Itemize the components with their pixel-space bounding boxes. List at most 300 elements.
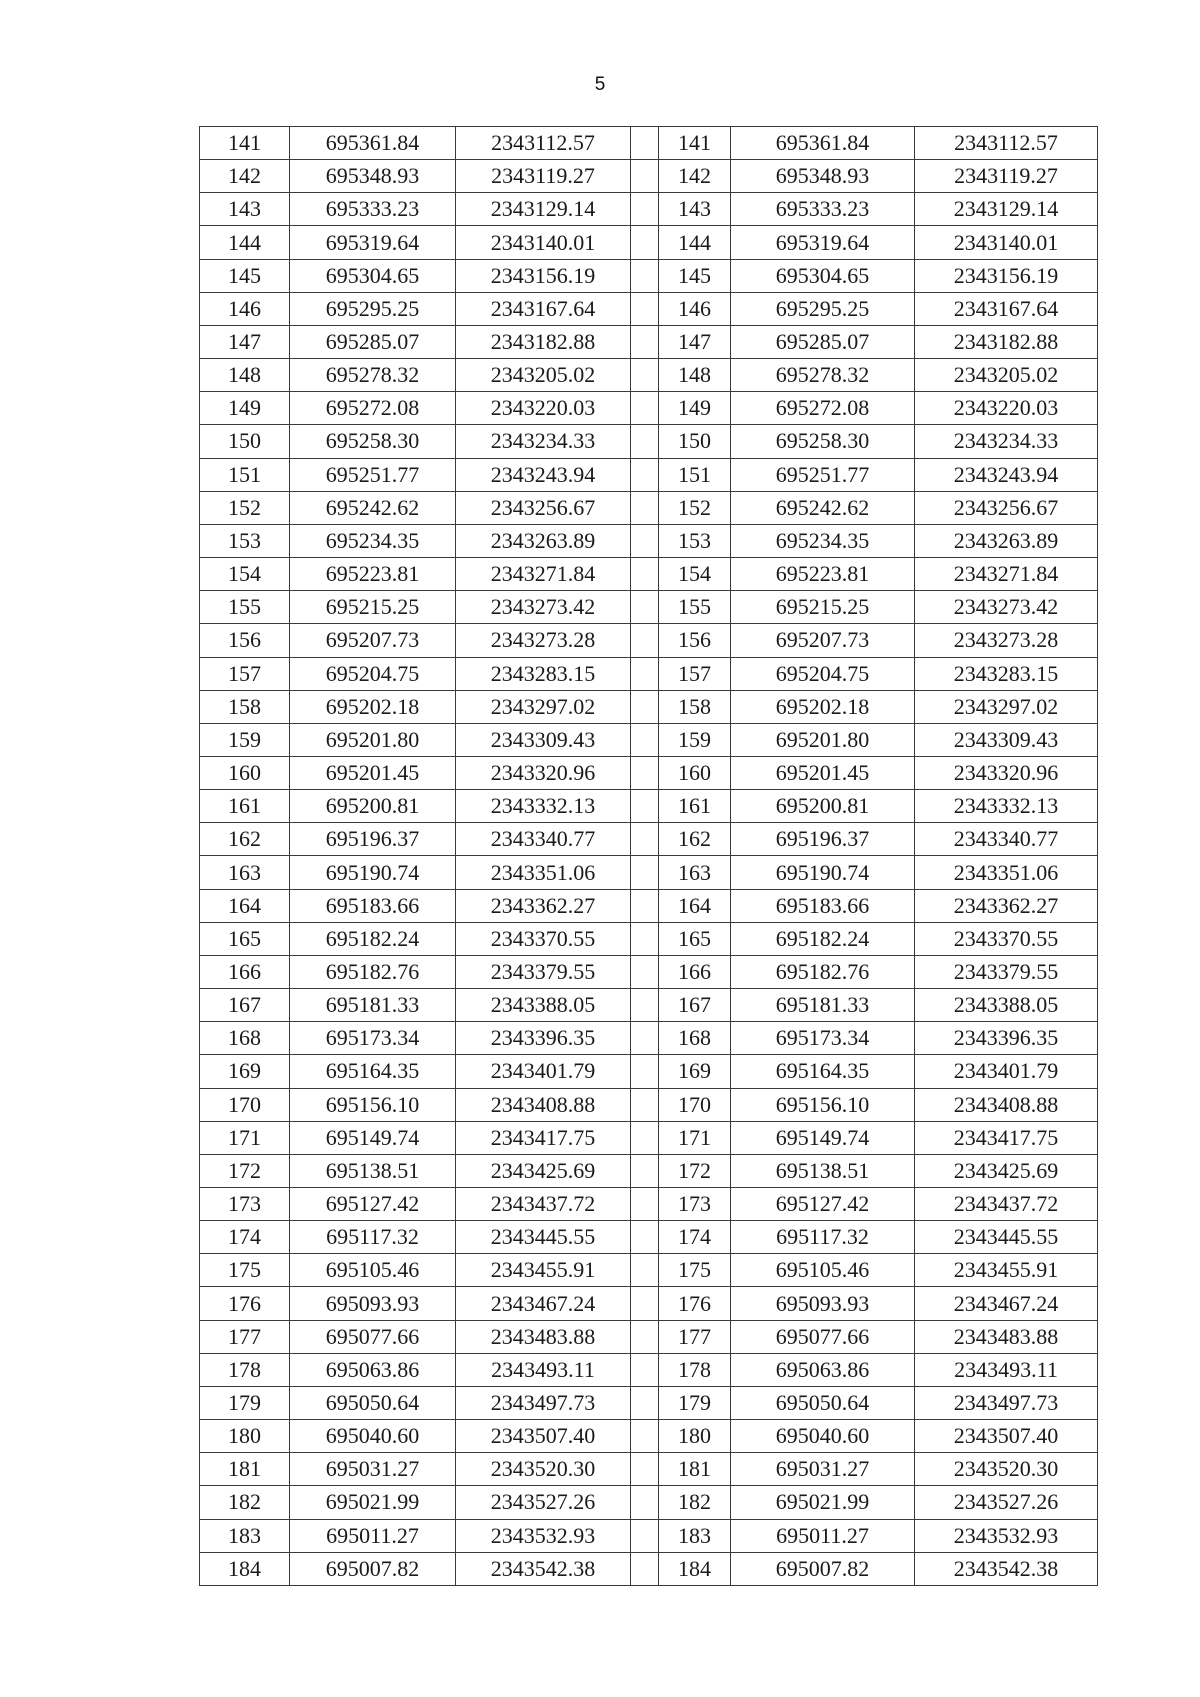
right-y-coordinate-cell: 2343396.35 xyxy=(915,1022,1098,1055)
right-x-coordinate-cell: 695272.08 xyxy=(731,392,915,425)
table-row xyxy=(200,193,1098,226)
left-point-no-cell: 146 xyxy=(200,292,290,325)
left-x-coordinate-cell: 695202.18 xyxy=(290,690,456,723)
left-x-coordinate-cell: 695304.65 xyxy=(290,259,456,292)
separator-cell xyxy=(631,756,659,789)
right-x-coordinate-cell: 695201.80 xyxy=(731,723,915,756)
table-row xyxy=(200,889,1098,922)
right-y-coordinate-cell: 2343234.33 xyxy=(915,425,1098,458)
left-y-coordinate-cell: 2343205.02 xyxy=(456,359,631,392)
left-point-no-cell: 171 xyxy=(200,1121,290,1154)
separator-cell xyxy=(631,392,659,425)
right-y-coordinate-cell: 2343156.19 xyxy=(915,259,1098,292)
right-y-coordinate-cell: 2343243.94 xyxy=(915,458,1098,491)
right-y-coordinate-cell: 2343129.14 xyxy=(915,193,1098,226)
left-x-coordinate-cell: 695190.74 xyxy=(290,856,456,889)
separator-cell xyxy=(631,1386,659,1419)
separator-cell xyxy=(631,1519,659,1552)
right-point-no-cell: 156 xyxy=(659,624,731,657)
right-point-no-cell: 182 xyxy=(659,1486,731,1519)
left-x-coordinate-cell: 695258.30 xyxy=(290,425,456,458)
left-point-no-cell: 168 xyxy=(200,1022,290,1055)
left-x-coordinate-cell: 695040.60 xyxy=(290,1420,456,1453)
left-x-coordinate-cell: 695007.82 xyxy=(290,1552,456,1585)
left-y-coordinate-cell: 2343271.84 xyxy=(456,558,631,591)
right-y-coordinate-cell: 2343283.15 xyxy=(915,657,1098,690)
right-point-no-cell: 183 xyxy=(659,1519,731,1552)
table-row xyxy=(200,624,1098,657)
table-row xyxy=(200,226,1098,259)
left-y-coordinate-cell: 2343507.40 xyxy=(456,1420,631,1453)
right-point-no-cell: 177 xyxy=(659,1320,731,1353)
separator-cell xyxy=(631,1088,659,1121)
right-y-coordinate-cell: 2343507.40 xyxy=(915,1420,1098,1453)
right-y-coordinate-cell: 2343309.43 xyxy=(915,723,1098,756)
left-point-no-cell: 173 xyxy=(200,1188,290,1221)
separator-cell xyxy=(631,723,659,756)
right-point-no-cell: 143 xyxy=(659,193,731,226)
separator-cell xyxy=(631,1353,659,1386)
right-point-no-cell: 172 xyxy=(659,1154,731,1187)
separator-cell xyxy=(631,292,659,325)
right-point-no-cell: 142 xyxy=(659,160,731,193)
left-y-coordinate-cell: 2343220.03 xyxy=(456,392,631,425)
right-x-coordinate-cell: 695242.62 xyxy=(731,491,915,524)
left-point-no-cell: 149 xyxy=(200,392,290,425)
right-y-coordinate-cell: 2343379.55 xyxy=(915,955,1098,988)
separator-cell xyxy=(631,856,659,889)
right-x-coordinate-cell: 695182.24 xyxy=(731,922,915,955)
right-x-coordinate-cell: 695127.42 xyxy=(731,1188,915,1221)
right-point-no-cell: 160 xyxy=(659,756,731,789)
right-x-coordinate-cell: 695234.35 xyxy=(731,524,915,557)
right-x-coordinate-cell: 695183.66 xyxy=(731,889,915,922)
left-x-coordinate-cell: 695278.32 xyxy=(290,359,456,392)
right-point-no-cell: 153 xyxy=(659,524,731,557)
right-x-coordinate-cell: 695295.25 xyxy=(731,292,915,325)
right-point-no-cell: 163 xyxy=(659,856,731,889)
right-point-no-cell: 166 xyxy=(659,955,731,988)
table-row xyxy=(200,690,1098,723)
left-y-coordinate-cell: 2343234.33 xyxy=(456,425,631,458)
right-point-no-cell: 157 xyxy=(659,657,731,690)
separator-cell xyxy=(631,1453,659,1486)
right-y-coordinate-cell: 2343455.91 xyxy=(915,1254,1098,1287)
separator-cell xyxy=(631,1420,659,1453)
table-row xyxy=(200,1188,1098,1221)
right-x-coordinate-cell: 695181.33 xyxy=(731,989,915,1022)
left-x-coordinate-cell: 695149.74 xyxy=(290,1121,456,1154)
table-row xyxy=(200,1254,1098,1287)
separator-cell xyxy=(631,1254,659,1287)
right-y-coordinate-cell: 2343527.26 xyxy=(915,1486,1098,1519)
right-x-coordinate-cell: 695207.73 xyxy=(731,624,915,657)
right-y-coordinate-cell: 2343263.89 xyxy=(915,524,1098,557)
right-y-coordinate-cell: 2343351.06 xyxy=(915,856,1098,889)
right-x-coordinate-cell: 695201.45 xyxy=(731,756,915,789)
left-x-coordinate-cell: 695285.07 xyxy=(290,325,456,358)
separator-cell xyxy=(631,127,659,160)
right-y-coordinate-cell: 2343483.88 xyxy=(915,1320,1098,1353)
right-x-coordinate-cell: 695196.37 xyxy=(731,823,915,856)
right-y-coordinate-cell: 2343362.27 xyxy=(915,889,1098,922)
right-y-coordinate-cell: 2343271.84 xyxy=(915,558,1098,591)
right-point-no-cell: 176 xyxy=(659,1287,731,1320)
left-point-no-cell: 150 xyxy=(200,425,290,458)
right-x-coordinate-cell: 695138.51 xyxy=(731,1154,915,1187)
right-x-coordinate-cell: 695285.07 xyxy=(731,325,915,358)
left-y-coordinate-cell: 2343527.26 xyxy=(456,1486,631,1519)
left-point-no-cell: 182 xyxy=(200,1486,290,1519)
table-row xyxy=(200,823,1098,856)
right-y-coordinate-cell: 2343437.72 xyxy=(915,1188,1098,1221)
separator-cell xyxy=(631,491,659,524)
right-y-coordinate-cell: 2343445.55 xyxy=(915,1221,1098,1254)
left-point-no-cell: 155 xyxy=(200,591,290,624)
left-x-coordinate-cell: 695201.80 xyxy=(290,723,456,756)
left-y-coordinate-cell: 2343417.75 xyxy=(456,1121,631,1154)
right-x-coordinate-cell: 695173.34 xyxy=(731,1022,915,1055)
left-y-coordinate-cell: 2343493.11 xyxy=(456,1353,631,1386)
left-x-coordinate-cell: 695063.86 xyxy=(290,1353,456,1386)
right-x-coordinate-cell: 695333.23 xyxy=(731,193,915,226)
left-point-no-cell: 144 xyxy=(200,226,290,259)
right-y-coordinate-cell: 2343220.03 xyxy=(915,392,1098,425)
right-point-no-cell: 154 xyxy=(659,558,731,591)
left-point-no-cell: 159 xyxy=(200,723,290,756)
right-x-coordinate-cell: 695361.84 xyxy=(731,127,915,160)
left-y-coordinate-cell: 2343542.38 xyxy=(456,1552,631,1585)
right-y-coordinate-cell: 2343408.88 xyxy=(915,1088,1098,1121)
left-point-no-cell: 165 xyxy=(200,922,290,955)
left-y-coordinate-cell: 2343401.79 xyxy=(456,1055,631,1088)
table-row xyxy=(200,524,1098,557)
left-y-coordinate-cell: 2343340.77 xyxy=(456,823,631,856)
right-point-no-cell: 167 xyxy=(659,989,731,1022)
left-y-coordinate-cell: 2343379.55 xyxy=(456,955,631,988)
right-x-coordinate-cell: 695105.46 xyxy=(731,1254,915,1287)
left-point-no-cell: 163 xyxy=(200,856,290,889)
separator-cell xyxy=(631,889,659,922)
right-point-no-cell: 173 xyxy=(659,1188,731,1221)
left-y-coordinate-cell: 2343388.05 xyxy=(456,989,631,1022)
right-x-coordinate-cell: 695050.64 xyxy=(731,1386,915,1419)
left-y-coordinate-cell: 2343167.64 xyxy=(456,292,631,325)
left-y-coordinate-cell: 2343425.69 xyxy=(456,1154,631,1187)
right-point-no-cell: 148 xyxy=(659,359,731,392)
left-point-no-cell: 148 xyxy=(200,359,290,392)
table-row xyxy=(200,259,1098,292)
left-x-coordinate-cell: 695050.64 xyxy=(290,1386,456,1419)
right-point-no-cell: 181 xyxy=(659,1453,731,1486)
left-point-no-cell: 176 xyxy=(200,1287,290,1320)
right-point-no-cell: 165 xyxy=(659,922,731,955)
left-y-coordinate-cell: 2343455.91 xyxy=(456,1254,631,1287)
right-point-no-cell: 164 xyxy=(659,889,731,922)
left-point-no-cell: 181 xyxy=(200,1453,290,1486)
right-x-coordinate-cell: 695007.82 xyxy=(731,1552,915,1585)
left-y-coordinate-cell: 2343332.13 xyxy=(456,790,631,823)
left-y-coordinate-cell: 2343320.96 xyxy=(456,756,631,789)
separator-cell xyxy=(631,1486,659,1519)
right-y-coordinate-cell: 2343320.96 xyxy=(915,756,1098,789)
left-x-coordinate-cell: 695182.24 xyxy=(290,922,456,955)
right-y-coordinate-cell: 2343520.30 xyxy=(915,1453,1098,1486)
table-row xyxy=(200,856,1098,889)
right-point-no-cell: 174 xyxy=(659,1221,731,1254)
right-y-coordinate-cell: 2343340.77 xyxy=(915,823,1098,856)
left-point-no-cell: 154 xyxy=(200,558,290,591)
left-point-no-cell: 180 xyxy=(200,1420,290,1453)
left-x-coordinate-cell: 695182.76 xyxy=(290,955,456,988)
right-y-coordinate-cell: 2343297.02 xyxy=(915,690,1098,723)
right-y-coordinate-cell: 2343140.01 xyxy=(915,226,1098,259)
left-y-coordinate-cell: 2343467.24 xyxy=(456,1287,631,1320)
right-y-coordinate-cell: 2343332.13 xyxy=(915,790,1098,823)
left-point-no-cell: 167 xyxy=(200,989,290,1022)
left-y-coordinate-cell: 2343129.14 xyxy=(456,193,631,226)
right-y-coordinate-cell: 2343532.93 xyxy=(915,1519,1098,1552)
right-x-coordinate-cell: 695117.32 xyxy=(731,1221,915,1254)
page-number: 5 xyxy=(594,74,606,95)
right-point-no-cell: 169 xyxy=(659,1055,731,1088)
left-x-coordinate-cell: 695204.75 xyxy=(290,657,456,690)
left-x-coordinate-cell: 695164.35 xyxy=(290,1055,456,1088)
right-y-coordinate-cell: 2343205.02 xyxy=(915,359,1098,392)
table-row xyxy=(200,955,1098,988)
left-y-coordinate-cell: 2343362.27 xyxy=(456,889,631,922)
separator-cell xyxy=(631,1188,659,1221)
right-y-coordinate-cell: 2343388.05 xyxy=(915,989,1098,1022)
right-x-coordinate-cell: 695063.86 xyxy=(731,1353,915,1386)
right-point-no-cell: 152 xyxy=(659,491,731,524)
table-row xyxy=(200,1353,1098,1386)
left-y-coordinate-cell: 2343156.19 xyxy=(456,259,631,292)
separator-cell xyxy=(631,524,659,557)
separator-cell xyxy=(631,558,659,591)
right-point-no-cell: 158 xyxy=(659,690,731,723)
table-row xyxy=(200,989,1098,1022)
left-x-coordinate-cell: 695207.73 xyxy=(290,624,456,657)
left-x-coordinate-cell: 695138.51 xyxy=(290,1154,456,1187)
table-row xyxy=(200,1453,1098,1486)
separator-cell xyxy=(631,1121,659,1154)
right-x-coordinate-cell: 695031.27 xyxy=(731,1453,915,1486)
left-x-coordinate-cell: 695105.46 xyxy=(290,1254,456,1287)
table-row xyxy=(200,392,1098,425)
left-point-no-cell: 143 xyxy=(200,193,290,226)
left-y-coordinate-cell: 2343112.57 xyxy=(456,127,631,160)
separator-cell xyxy=(631,989,659,1022)
table-row xyxy=(200,1154,1098,1187)
left-y-coordinate-cell: 2343370.55 xyxy=(456,922,631,955)
table-row xyxy=(200,1022,1098,1055)
left-point-no-cell: 178 xyxy=(200,1353,290,1386)
separator-cell xyxy=(631,1055,659,1088)
right-x-coordinate-cell: 695204.75 xyxy=(731,657,915,690)
left-point-no-cell: 183 xyxy=(200,1519,290,1552)
right-point-no-cell: 170 xyxy=(659,1088,731,1121)
left-point-no-cell: 153 xyxy=(200,524,290,557)
table-row xyxy=(200,292,1098,325)
left-x-coordinate-cell: 695200.81 xyxy=(290,790,456,823)
left-y-coordinate-cell: 2343182.88 xyxy=(456,325,631,358)
left-x-coordinate-cell: 695181.33 xyxy=(290,989,456,1022)
right-y-coordinate-cell: 2343497.73 xyxy=(915,1386,1098,1419)
right-y-coordinate-cell: 2343182.88 xyxy=(915,325,1098,358)
left-point-no-cell: 151 xyxy=(200,458,290,491)
left-y-coordinate-cell: 2343140.01 xyxy=(456,226,631,259)
table-row xyxy=(200,756,1098,789)
right-y-coordinate-cell: 2343273.28 xyxy=(915,624,1098,657)
separator-cell xyxy=(631,922,659,955)
right-y-coordinate-cell: 2343119.27 xyxy=(915,160,1098,193)
right-x-coordinate-cell: 695258.30 xyxy=(731,425,915,458)
left-y-coordinate-cell: 2343309.43 xyxy=(456,723,631,756)
table-row xyxy=(200,1519,1098,1552)
left-y-coordinate-cell: 2343263.89 xyxy=(456,524,631,557)
left-x-coordinate-cell: 695011.27 xyxy=(290,1519,456,1552)
left-x-coordinate-cell: 695156.10 xyxy=(290,1088,456,1121)
right-point-no-cell: 179 xyxy=(659,1386,731,1419)
separator-cell xyxy=(631,1221,659,1254)
table-row xyxy=(200,160,1098,193)
right-y-coordinate-cell: 2343256.67 xyxy=(915,491,1098,524)
separator-cell xyxy=(631,690,659,723)
table-row xyxy=(200,458,1098,491)
left-x-coordinate-cell: 695295.25 xyxy=(290,292,456,325)
left-point-no-cell: 160 xyxy=(200,756,290,789)
right-x-coordinate-cell: 695304.65 xyxy=(731,259,915,292)
left-point-no-cell: 141 xyxy=(200,127,290,160)
separator-cell xyxy=(631,823,659,856)
left-y-coordinate-cell: 2343283.15 xyxy=(456,657,631,690)
separator-cell xyxy=(631,259,659,292)
right-y-coordinate-cell: 2343467.24 xyxy=(915,1287,1098,1320)
left-x-coordinate-cell: 695272.08 xyxy=(290,392,456,425)
coordinates-table xyxy=(199,126,1098,1586)
left-y-coordinate-cell: 2343119.27 xyxy=(456,160,631,193)
left-y-coordinate-cell: 2343256.67 xyxy=(456,491,631,524)
table-row xyxy=(200,922,1098,955)
separator-cell xyxy=(631,790,659,823)
right-point-no-cell: 155 xyxy=(659,591,731,624)
separator-cell xyxy=(631,325,659,358)
table-row xyxy=(200,1552,1098,1585)
right-point-no-cell: 141 xyxy=(659,127,731,160)
right-y-coordinate-cell: 2343401.79 xyxy=(915,1055,1098,1088)
left-y-coordinate-cell: 2343532.93 xyxy=(456,1519,631,1552)
left-point-no-cell: 142 xyxy=(200,160,290,193)
right-y-coordinate-cell: 2343273.42 xyxy=(915,591,1098,624)
table-row xyxy=(200,1121,1098,1154)
right-y-coordinate-cell: 2343370.55 xyxy=(915,922,1098,955)
table-row xyxy=(200,127,1098,160)
left-point-no-cell: 170 xyxy=(200,1088,290,1121)
left-point-no-cell: 177 xyxy=(200,1320,290,1353)
right-point-no-cell: 168 xyxy=(659,1022,731,1055)
right-point-no-cell: 151 xyxy=(659,458,731,491)
left-y-coordinate-cell: 2343396.35 xyxy=(456,1022,631,1055)
left-point-no-cell: 161 xyxy=(200,790,290,823)
table-row xyxy=(200,1486,1098,1519)
left-x-coordinate-cell: 695242.62 xyxy=(290,491,456,524)
right-x-coordinate-cell: 695319.64 xyxy=(731,226,915,259)
right-point-no-cell: 150 xyxy=(659,425,731,458)
separator-cell xyxy=(631,624,659,657)
right-x-coordinate-cell: 695182.76 xyxy=(731,955,915,988)
right-x-coordinate-cell: 695149.74 xyxy=(731,1121,915,1154)
right-point-no-cell: 149 xyxy=(659,392,731,425)
left-point-no-cell: 145 xyxy=(200,259,290,292)
left-x-coordinate-cell: 695021.99 xyxy=(290,1486,456,1519)
right-x-coordinate-cell: 695040.60 xyxy=(731,1420,915,1453)
left-x-coordinate-cell: 695201.45 xyxy=(290,756,456,789)
right-x-coordinate-cell: 695077.66 xyxy=(731,1320,915,1353)
left-point-no-cell: 156 xyxy=(200,624,290,657)
left-x-coordinate-cell: 695031.27 xyxy=(290,1453,456,1486)
right-x-coordinate-cell: 695202.18 xyxy=(731,690,915,723)
left-y-coordinate-cell: 2343483.88 xyxy=(456,1320,631,1353)
right-point-no-cell: 161 xyxy=(659,790,731,823)
left-y-coordinate-cell: 2343273.28 xyxy=(456,624,631,657)
left-x-coordinate-cell: 695117.32 xyxy=(290,1221,456,1254)
separator-cell xyxy=(631,193,659,226)
left-x-coordinate-cell: 695127.42 xyxy=(290,1188,456,1221)
left-x-coordinate-cell: 695215.25 xyxy=(290,591,456,624)
left-point-no-cell: 162 xyxy=(200,823,290,856)
separator-cell xyxy=(631,591,659,624)
right-x-coordinate-cell: 695215.25 xyxy=(731,591,915,624)
table-row xyxy=(200,790,1098,823)
separator-cell xyxy=(631,1552,659,1585)
separator-cell xyxy=(631,955,659,988)
table-row xyxy=(200,1221,1098,1254)
separator-cell xyxy=(631,160,659,193)
table-row xyxy=(200,1320,1098,1353)
left-y-coordinate-cell: 2343408.88 xyxy=(456,1088,631,1121)
table-row xyxy=(200,723,1098,756)
right-x-coordinate-cell: 695278.32 xyxy=(731,359,915,392)
left-point-no-cell: 179 xyxy=(200,1386,290,1419)
left-x-coordinate-cell: 695333.23 xyxy=(290,193,456,226)
left-point-no-cell: 147 xyxy=(200,325,290,358)
table-row xyxy=(200,1287,1098,1320)
left-x-coordinate-cell: 695251.77 xyxy=(290,458,456,491)
left-point-no-cell: 152 xyxy=(200,491,290,524)
left-point-no-cell: 166 xyxy=(200,955,290,988)
right-x-coordinate-cell: 695156.10 xyxy=(731,1088,915,1121)
left-y-coordinate-cell: 2343520.30 xyxy=(456,1453,631,1486)
right-point-no-cell: 162 xyxy=(659,823,731,856)
left-x-coordinate-cell: 695234.35 xyxy=(290,524,456,557)
table-row xyxy=(200,1088,1098,1121)
separator-cell xyxy=(631,1320,659,1353)
left-y-coordinate-cell: 2343243.94 xyxy=(456,458,631,491)
right-point-no-cell: 159 xyxy=(659,723,731,756)
separator-cell xyxy=(631,657,659,690)
left-x-coordinate-cell: 695348.93 xyxy=(290,160,456,193)
table-row xyxy=(200,591,1098,624)
left-point-no-cell: 184 xyxy=(200,1552,290,1585)
left-point-no-cell: 157 xyxy=(200,657,290,690)
coordinates-table-body xyxy=(200,127,1098,1586)
separator-cell xyxy=(631,458,659,491)
right-y-coordinate-cell: 2343493.11 xyxy=(915,1353,1098,1386)
left-point-no-cell: 169 xyxy=(200,1055,290,1088)
right-x-coordinate-cell: 695348.93 xyxy=(731,160,915,193)
right-x-coordinate-cell: 695223.81 xyxy=(731,558,915,591)
